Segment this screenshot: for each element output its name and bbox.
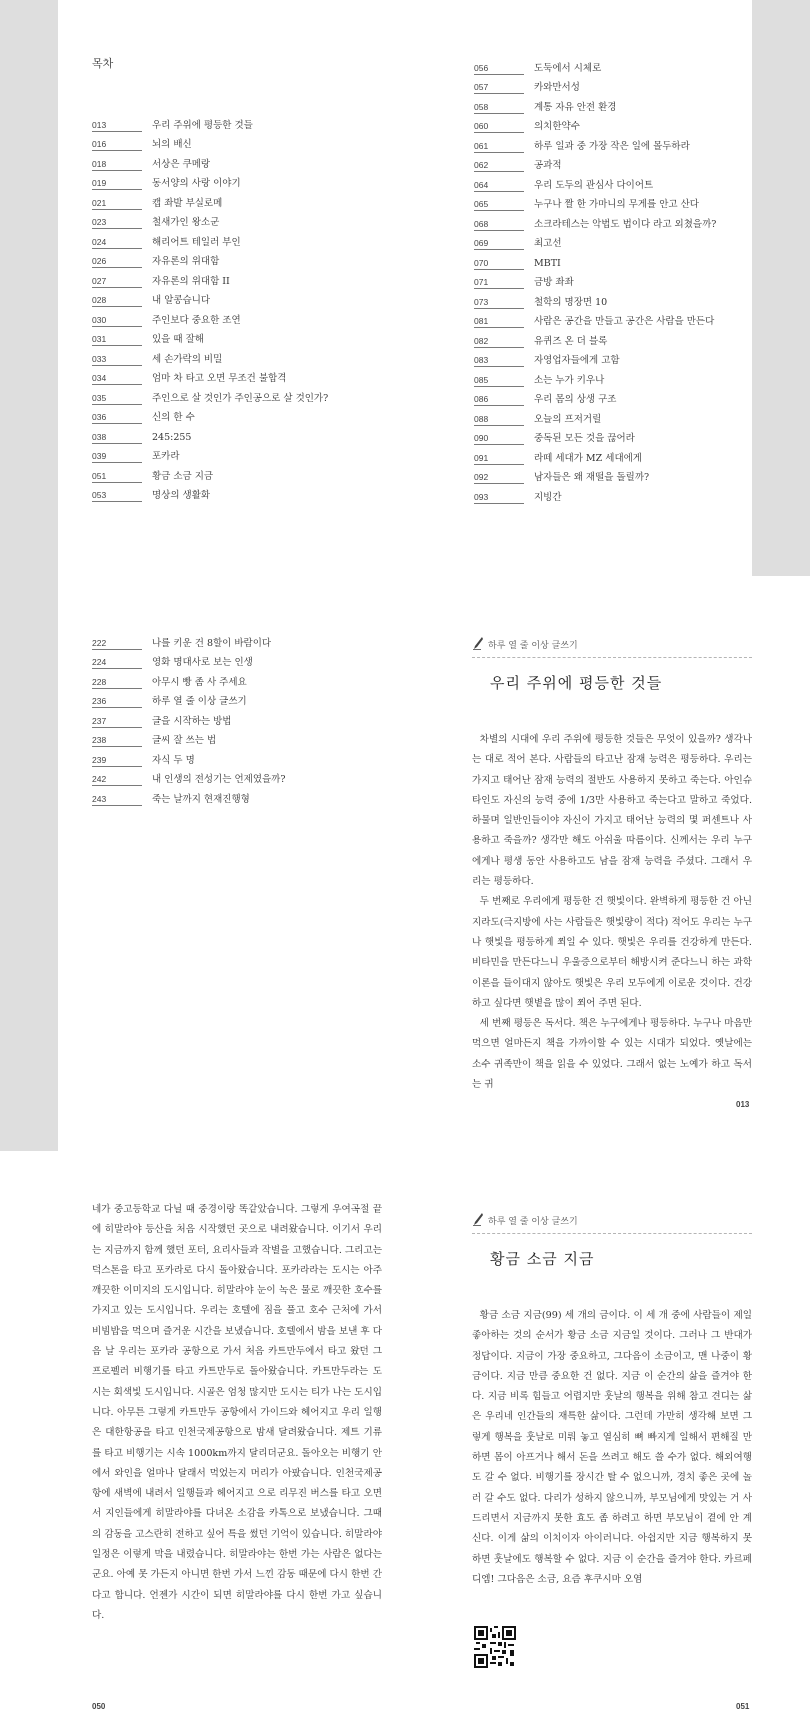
toc-entry[interactable] bbox=[92, 728, 392, 748]
toc-page-number: 243 bbox=[92, 794, 142, 806]
toc-entry[interactable] bbox=[92, 483, 392, 503]
toc-page-number: 237 bbox=[92, 716, 142, 728]
toc-entry-title: 동서양의 사랑 이야기 bbox=[152, 178, 241, 189]
toc-entry-title: 자식 두 명 bbox=[152, 754, 195, 766]
toc-entry-title: 황금 소금 지금 bbox=[152, 470, 214, 482]
toc-page-number: 086 bbox=[474, 394, 524, 406]
toc-entry[interactable] bbox=[474, 367, 774, 387]
toc-page-number: 039 bbox=[92, 451, 142, 463]
toc-entry[interactable] bbox=[474, 114, 774, 134]
toc-entry[interactable] bbox=[474, 172, 774, 192]
toc-entry-title: MBTI bbox=[534, 257, 561, 269]
toc-entry[interactable] bbox=[474, 328, 774, 348]
toc-entry[interactable] bbox=[92, 708, 392, 728]
toc-entry-title: 우리 주위에 평등한 것들 bbox=[152, 119, 253, 131]
toc-entry-title: 있을 때 잘해 bbox=[152, 334, 204, 345]
toc-entry[interactable] bbox=[474, 94, 774, 114]
paragraph: 차별의 시대에 우리 주위에 평등한 것들은 무엇이 있을까? 생각나는 대로 적어 본다. 사람들의 타고난 잠재 능력은 평등하다. 우리는 가지고 태어난 잠재 능력의 절반도 사용하지 못하고 죽는다. 아인슈타인도 자신의 능력 중에 1/3만 사용하고 죽는다고 말하고 죽었다. 하물며 일반인들이야 자신이 가지고 태어난 능력의 몇 퍼센트나 사용하고 죽을까? 생각만 해도 아쉬울 따름이다. 신께서는 우리 누구에게나 평생 동안 사용하고도 남을 잠재 능력을 주셨다. 그래서 우리는 평등하다. bbox=[472, 734, 752, 888]
toc-entry-title: 포카라 bbox=[152, 451, 180, 462]
continued-body bbox=[92, 1200, 382, 1626]
toc-entry[interactable] bbox=[92, 210, 392, 230]
toc-page-number: 081 bbox=[474, 316, 524, 328]
toc-entry-title: 아무시 빵 좀 사 주세요 bbox=[152, 676, 247, 688]
toc-list-left bbox=[92, 112, 392, 502]
series-label: 하루 열 줄 이상 글쓰기 bbox=[488, 1217, 578, 1227]
toc-page-number: 053 bbox=[92, 490, 142, 502]
toc-entry-title: 주인으로 살 것인가 주인공으로 살 것인가? bbox=[152, 392, 329, 404]
toc-entry[interactable] bbox=[92, 288, 392, 308]
toc-page-number: 058 bbox=[474, 102, 524, 114]
toc-entry-title: 유퀴즈 온 더 블록 bbox=[534, 335, 608, 347]
toc-entry[interactable] bbox=[92, 171, 392, 191]
toc-page-number: 034 bbox=[92, 373, 142, 385]
toc-entry-title: 자영업자들에게 고함 bbox=[534, 355, 620, 366]
toc-entry[interactable] bbox=[474, 387, 774, 407]
toc-page-number: 051 bbox=[92, 471, 142, 483]
qr-code[interactable] bbox=[474, 1626, 516, 1668]
toc-entry-title: 나를 키운 건 8할이 바람이다 bbox=[152, 637, 272, 649]
toc-page-number: 033 bbox=[92, 354, 142, 366]
page-margin-left-2 bbox=[0, 576, 58, 1151]
toc-page-number: 016 bbox=[92, 139, 142, 151]
toc-entry-title: 내 인생의 전성기는 언제였을까? bbox=[152, 774, 286, 785]
toc-entry[interactable] bbox=[474, 309, 774, 329]
toc-entry-title: 소크라테스는 악법도 법이다 라고 외쳤을까? bbox=[534, 218, 717, 230]
toc-page-number: 239 bbox=[92, 755, 142, 767]
paragraph: 두 번째로 우리에게 평등한 건 햇빛이다. 완벽하게 평등한 건 아닌 지라도(극지방에 사는 사람들은 햇빛량이 적다) 적어도 우리는 누구나 햇빛을 평등하게 쬐일 수 있다. 햇빛은 우리를 건강하게 만든다. 비타민을 만든다느니 우울증으로부터 해방시켜 준다느니 하는 과학 이론을 들이대지 않아도 햇빛은 우리 모두에게 이로운 것이다. 건강하고 싶다면 햇볕을 많이 쬐어 주면 된다. bbox=[472, 896, 752, 1009]
toc-entry-title: 최고선 bbox=[534, 238, 562, 249]
toc-page-number: 070 bbox=[474, 258, 524, 270]
toc-entry[interactable] bbox=[474, 270, 774, 290]
page-number: 013 bbox=[736, 1100, 750, 1109]
toc-entry-title: 누구나 짤 한 가마니의 무게를 안고 산다 bbox=[534, 199, 699, 210]
toc-entry-title: 우리 몸의 상생 구조 bbox=[534, 394, 617, 405]
toc-page-number: 068 bbox=[474, 219, 524, 231]
essay-title: 황금 소금 지금 bbox=[490, 1250, 595, 1268]
toc-page-number: 024 bbox=[92, 237, 142, 249]
essay-title: 우리 주위에 평등한 것들 bbox=[490, 674, 663, 692]
toc-page-number: 019 bbox=[92, 178, 142, 190]
toc-entry[interactable] bbox=[474, 75, 774, 95]
toc-entry-title: 우리 도두의 관심사 다이어트 bbox=[534, 179, 654, 191]
toc-page-number: 026 bbox=[92, 256, 142, 268]
toc-list-continued bbox=[92, 630, 392, 806]
toc-entry-title: 명상의 생활화 bbox=[152, 490, 211, 501]
toc-entry[interactable] bbox=[474, 153, 774, 173]
toc-entry-title: 자유론의 위대함 bbox=[152, 256, 220, 267]
toc-entry-title: 계통 자유 안전 환경 bbox=[534, 101, 617, 113]
toc-entry-title: 캡 좌발 부실로메 bbox=[152, 197, 223, 209]
toc-page-number: 224 bbox=[92, 657, 142, 669]
toc-page-number: 083 bbox=[474, 355, 524, 367]
toc-entry[interactable] bbox=[92, 689, 392, 709]
toc-page-number: 038 bbox=[92, 432, 142, 444]
toc-entry-title: 소는 누가 키우나 bbox=[534, 374, 605, 386]
toc-entry-title: 죽는 날까지 현재진행형 bbox=[152, 793, 250, 805]
toc-entry[interactable] bbox=[92, 650, 392, 670]
essay-body bbox=[472, 1306, 752, 1590]
toc-entry-title: 라떼 세대가 MZ 세대에게 bbox=[534, 452, 642, 464]
toc-entry[interactable] bbox=[92, 132, 392, 152]
pen-icon bbox=[472, 636, 488, 653]
toc-page-number: 023 bbox=[92, 217, 142, 229]
toc-page-number: 035 bbox=[92, 393, 142, 405]
toc-entry[interactable] bbox=[92, 366, 392, 386]
toc-entry-title: 도둑에서 시체로 bbox=[534, 62, 602, 74]
toc-page-number: 085 bbox=[474, 375, 524, 387]
toc-entry[interactable] bbox=[92, 669, 392, 689]
toc-entry-title: 서상은 쿠메랑 bbox=[152, 158, 211, 170]
toc-entry[interactable] bbox=[92, 747, 392, 767]
toc-page-number: 093 bbox=[474, 492, 524, 504]
page-number: 050 bbox=[92, 1702, 106, 1711]
toc-page-number: 031 bbox=[92, 334, 142, 346]
toc-entry[interactable] bbox=[474, 465, 774, 485]
toc-entry[interactable] bbox=[474, 55, 774, 75]
toc-page-number: 090 bbox=[474, 433, 524, 445]
toc-page-number: 073 bbox=[474, 297, 524, 309]
toc-list-right bbox=[474, 55, 774, 504]
toc-entry[interactable] bbox=[92, 151, 392, 171]
toc-page-number: 065 bbox=[474, 199, 524, 211]
series-label: 하루 열 줄 이상 글쓰기 bbox=[488, 641, 578, 651]
toc-page-number: 092 bbox=[474, 472, 524, 484]
series-header bbox=[472, 636, 752, 658]
toc-entry[interactable] bbox=[474, 231, 774, 251]
toc-entry-title: 세 손가락의 비밀 bbox=[152, 353, 223, 365]
toc-entry[interactable] bbox=[92, 327, 392, 347]
toc-entry[interactable] bbox=[474, 426, 774, 446]
toc-page-number: 021 bbox=[92, 198, 142, 210]
toc-entry-title: 의치한약수 bbox=[534, 121, 580, 132]
toc-entry[interactable] bbox=[92, 346, 392, 366]
toc-entry-title: 카와만서성 bbox=[534, 82, 580, 93]
toc-page-number: 013 bbox=[92, 120, 142, 132]
toc-page-number: 064 bbox=[474, 180, 524, 192]
toc-entry[interactable] bbox=[92, 268, 392, 288]
toc-entry-title: 철새가인 왕소군 bbox=[152, 217, 220, 228]
paragraph: 세 번째 평등은 독서다. 책은 누구에게나 평등하다. 누구나 마음만 먹으면 얼마든지 책을 가까이할 수 있는 시대가 되었다. 옛날에는 소수 귀족만이 책을 읽을 수 있었다. 그래서 없는 노예가 하고 독서는 귀 bbox=[472, 1018, 752, 1091]
toc-page-number: 028 bbox=[92, 295, 142, 307]
toc-page-number: 088 bbox=[474, 414, 524, 426]
toc-entry-title: 글씨 잘 쓰는 법 bbox=[152, 735, 217, 746]
toc-entry-title: 자유론의 위대함 II bbox=[152, 275, 230, 287]
toc-entry-title: 엄마 차 타고 오면 무조건 불합격 bbox=[152, 373, 287, 384]
toc-page-number: 057 bbox=[474, 82, 524, 94]
toc-page-number: 222 bbox=[92, 638, 142, 650]
paragraph: 황금 소금 지금(99) 세 개의 금이다. 이 세 개 중에 사람들이 제일 좋아하는 것의 순서가 황금 소금 지금일 것이다. 그러나 그 반대가 정답이다. 지금이 가장 중요하고, 그다음이 소금이고, 맨 나중이 황금이다. 지금 만큼 중요한 건 없다. 지금 이 순간의 삶을 즐겨야 한다. 지금 비록 힘들고 어렵지만 훗날의 행복을 위해 참고 견디는 삶은 우리네 인간들의 재특한 삶이다. 그런데 가만히 생각해 보면 그렇게 행복을 훗날로 미뤄 놓고 열심히 뼈 빠지게 일해서 편해질 만하면 몸이 아프거나 해서 돈을 쓰려고 해도 쓸 수가 없다. 해외여행도 갈 수 없다. 비행기를 장시간 탈 수 없으니까, 경치 좋은 곳에 놀러 갈 수도 없다. 다리가 성하지 않으니까, 부모님에게 맛있는 거 사 드리면서 지금까지 못한 효도 좀 하려고 하면 부모님이 곁에 안 계신다. 이게 삶의 이치이자 아이러니다. 아쉽지만 지금 행복하지 못하면 훗날에도 행복할 수 없다. 지금 이 순간을 즐겨야 한다. 카르페 디엠! 그다음은 소금, 요즘 후쿠시마 오염 bbox=[472, 1310, 752, 1585]
toc-entry-title: 245:255 bbox=[152, 431, 192, 443]
toc-entry[interactable] bbox=[92, 385, 392, 405]
toc-page-number: 236 bbox=[92, 696, 142, 708]
toc-entry-title: 금방 좌좌 bbox=[534, 277, 574, 288]
toc-entry-title: 영화 명대사로 보는 인생 bbox=[152, 657, 253, 668]
toc-title: 목차 bbox=[92, 57, 114, 70]
toc-entry[interactable] bbox=[92, 767, 392, 787]
toc-entry[interactable] bbox=[474, 250, 774, 270]
toc-entry-title: 남자들은 왜 재떨을 돌릴까? bbox=[534, 472, 650, 483]
toc-entry[interactable] bbox=[92, 424, 392, 444]
paragraph: 네가 중고등학교 다닐 때 중경이랑 똑같았습니다. 그렇게 우여곡절 끝에 히말라야 등산을 처음 시작했던 곳으로 내려왔습니다. 이기서 우리는 지금까지 함께 했던 포터, 요리사들과 작별을 고했습니다. 그리고는 덕스톤을 타고 포카라로 다시 돌아왔습니다. 포카라라는 도시는 아주 깨끗한 이미지의 도시입니다. 히말라야 눈이 녹은 물로 깨끗한 호수를 가지고 있는 도시입니다. 우리는 호텔에 짐을 풀고 호수 근처에 가서 비빔밥을 먹으며 즐거운 시간을 보냈습니다. 호텔에서 밤을 보낸 후 다음 날 우리는 포카라 공항으로 가서 처음 카트만두에서 타고 왔던 그 프로펠러 비행기를 타고 카트만두로 돌아왔습니다. 카트만두라는 도시는 회색빛 도시입니다. 시골은 엄청 많지만 도시는 티가 나는 도시입니다. 아무튼 그렇게 카트만두 공항에서 가이드와 헤어지고 우리 일행은 대한항공을 타고 인천국제공항으로 밤새 달려왔습니다. 제트 기류를 타고 비행기는 시속 1000km까지 달리더군요. 돌아오는 비행기 안에서 와인을 얼마나 달래서 먹었는지 머리가 아팠습니다. 인천국제공항에 새벽에 내려서 일행들과 헤어지고 으로 리무진 버스를 타고 오면서 지인들에게 히말라야를 다녀온 소감을 카톡으로 보냈습니다. 그때의 감동을 고스란히 전하고 싶어 특을 썼던 기억이 있습니다. 히말라야 일정은 이렇게 막을 내렸습니다. 히말라야는 한번 가는 사람은 없다는군요. 아예 못 가든지 아니면 한번 가서 느낀 감동 때문에 다시 한번 간다고 합니다. 언젠가 시간이 되면 히말라야를 다시 한번 가고 싶습니다. bbox=[92, 1204, 382, 1621]
toc-entry-title: 해리어트 테일러 부인 bbox=[152, 236, 241, 248]
toc-entry[interactable] bbox=[92, 463, 392, 483]
toc-page-number: 061 bbox=[474, 141, 524, 153]
toc-entry-title: 사람은 공간을 만들고 공간은 사람을 만든다 bbox=[534, 316, 715, 327]
toc-page-number: 238 bbox=[92, 735, 142, 747]
toc-entry[interactable] bbox=[474, 406, 774, 426]
toc-entry-title: 하루 열 줄 이상 글쓰기 bbox=[152, 696, 247, 707]
toc-entry-title: 지빙간 bbox=[534, 491, 562, 503]
toc-entry[interactable] bbox=[92, 307, 392, 327]
toc-page-number: 091 bbox=[474, 453, 524, 465]
toc-entry-title: 글을 시작하는 방법 bbox=[152, 715, 232, 727]
toc-entry-title: 내 알콩습니다 bbox=[152, 295, 211, 306]
toc-page-number: 228 bbox=[92, 677, 142, 689]
toc-page-number: 242 bbox=[92, 774, 142, 786]
toc-entry[interactable] bbox=[92, 786, 392, 806]
toc-page-number: 030 bbox=[92, 315, 142, 327]
toc-entry-title: 뇌의 배신 bbox=[152, 139, 192, 150]
toc-page-number: 036 bbox=[92, 412, 142, 424]
toc-entry-title: 공과적 bbox=[534, 160, 562, 171]
toc-page-number: 069 bbox=[474, 238, 524, 250]
toc-entry-title: 주인보다 중요한 조연 bbox=[152, 314, 241, 326]
toc-entry[interactable] bbox=[474, 484, 774, 504]
page-margin-left bbox=[0, 0, 58, 576]
page-number: 051 bbox=[736, 1702, 750, 1711]
pen-icon bbox=[472, 1212, 488, 1229]
toc-entry[interactable] bbox=[92, 112, 392, 132]
toc-page-number: 027 bbox=[92, 276, 142, 288]
essay-body bbox=[472, 730, 752, 1095]
toc-entry[interactable] bbox=[474, 445, 774, 465]
toc-entry[interactable] bbox=[474, 289, 774, 309]
toc-entry[interactable] bbox=[92, 229, 392, 249]
toc-entry[interactable] bbox=[92, 630, 392, 650]
toc-page-number: 060 bbox=[474, 121, 524, 133]
toc-entry-title: 오늘의 프저거릴 bbox=[534, 413, 602, 425]
toc-entry-title: 중독된 모든 것을 끊어라 bbox=[534, 433, 635, 444]
toc-page-number: 082 bbox=[474, 336, 524, 348]
toc-entry[interactable] bbox=[92, 444, 392, 464]
toc-page-number: 056 bbox=[474, 63, 524, 75]
toc-entry[interactable] bbox=[474, 211, 774, 231]
toc-entry-title: 철학의 명장면 10 bbox=[534, 296, 608, 308]
toc-entry-title: 신의 한 수 bbox=[152, 412, 195, 423]
toc-entry[interactable] bbox=[92, 249, 392, 269]
toc-page-number: 018 bbox=[92, 159, 142, 171]
toc-entry[interactable] bbox=[92, 405, 392, 425]
toc-page-number: 062 bbox=[474, 160, 524, 172]
toc-entry[interactable] bbox=[474, 348, 774, 368]
toc-entry[interactable] bbox=[474, 133, 774, 153]
toc-page-number: 071 bbox=[474, 277, 524, 289]
toc-entry[interactable] bbox=[92, 190, 392, 210]
toc-entry-title: 하루 일과 중 가장 작은 일에 몰두하라 bbox=[534, 140, 690, 152]
toc-entry[interactable] bbox=[474, 192, 774, 212]
series-header bbox=[472, 1212, 752, 1234]
